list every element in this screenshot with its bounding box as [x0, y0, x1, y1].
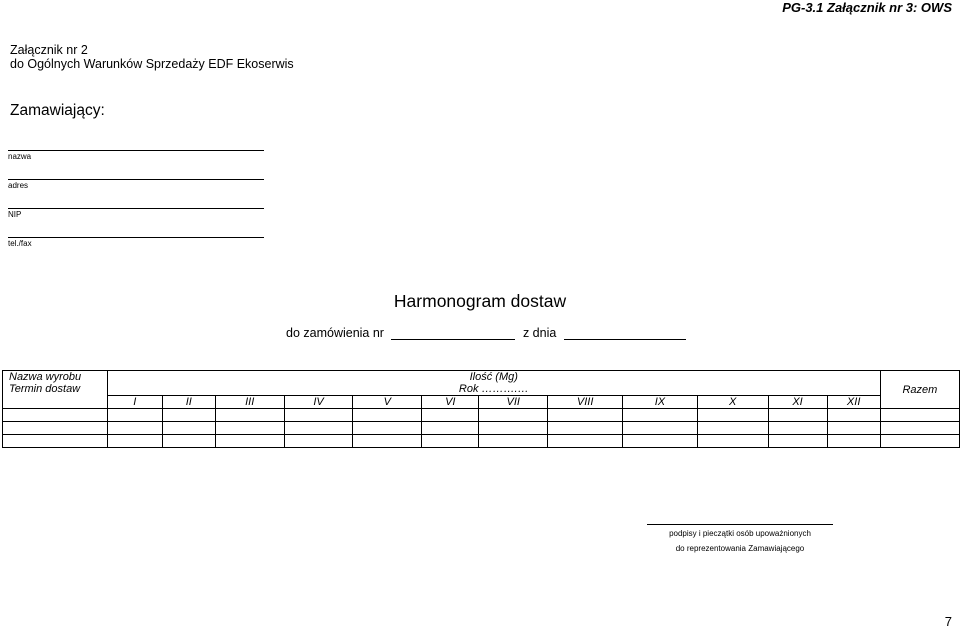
month-header-11: XI [768, 396, 827, 409]
table-row [3, 435, 960, 448]
month-header-4: IV [284, 396, 353, 409]
attachment-line-2: do Ogólnych Warunków Sprzedaży EDF Ekoserwis [10, 57, 294, 71]
month-header-5: V [353, 396, 422, 409]
signature-caption-2: do reprezentowania Zamawiającego [675, 544, 805, 553]
quantity-header: Ilość (Mg) [107, 371, 880, 384]
page-number: 7 [944, 614, 952, 629]
client-nip-field[interactable]: NIP [8, 208, 264, 219]
client-phone-fax-field[interactable]: tel./fax [8, 237, 264, 248]
month-header-10: X [697, 396, 768, 409]
signature-caption-1: podpisy i pieczątki osób upoważnionych [669, 529, 811, 538]
month-header-2: II [162, 396, 215, 409]
signature-block [647, 524, 833, 553]
attachment-note [10, 43, 294, 71]
table-row [3, 409, 960, 422]
month-header-3: III [215, 396, 284, 409]
client-heading: Zamawiający: [10, 102, 105, 119]
month-header-1: I [107, 396, 162, 409]
order-date-label: z dnia [522, 326, 557, 340]
signature-line [647, 524, 833, 525]
total-header: Razem [880, 371, 959, 409]
product-label: Nazwa wyrobu [9, 371, 82, 383]
month-header-7: VII [479, 396, 548, 409]
delivery-schedule-table [2, 370, 960, 448]
month-header-8: VIII [548, 396, 623, 409]
attachment-line-1: Załącznik nr 2 [10, 43, 88, 57]
order-number-field[interactable] [391, 327, 515, 340]
document-tag: PG-3.1 Załącznik nr 3: OWS [782, 0, 952, 15]
order-number-label: do zamówienia nr [286, 326, 384, 340]
month-header-12: XII [827, 396, 880, 409]
month-header-6: VI [422, 396, 479, 409]
product-header-cell [3, 371, 108, 409]
page-title: Harmonogram dostaw [393, 291, 567, 311]
order-line [286, 326, 686, 340]
table-row [3, 422, 960, 435]
month-header-9: IX [623, 396, 698, 409]
client-address-field[interactable]: adres [8, 179, 264, 190]
year-header: Rok ……….… [107, 383, 880, 396]
delivery-term-label: Termin dostaw [9, 383, 81, 395]
client-name-field[interactable]: nazwa [8, 150, 264, 161]
order-date-field[interactable] [564, 327, 686, 340]
